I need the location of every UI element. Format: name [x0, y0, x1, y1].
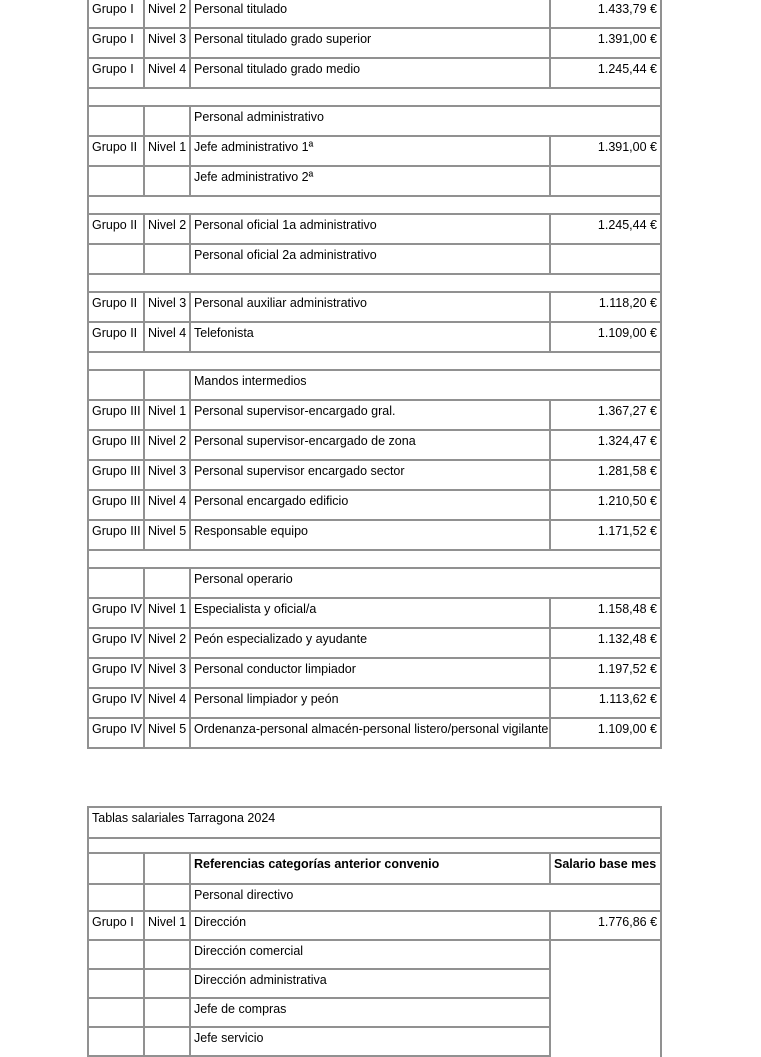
cell-nivel: Nivel 1 — [144, 911, 190, 940]
cell-nivel-empty — [144, 853, 190, 884]
cell-salario: 1.433,79 € — [550, 0, 661, 28]
cell-categoria: Telefonista — [190, 322, 550, 352]
cell-grupo — [88, 1027, 144, 1056]
cell-nivel: Nivel 1 — [144, 136, 190, 166]
spacer-cell — [88, 550, 661, 568]
table-row — [88, 0, 661, 28]
table-row — [88, 352, 661, 370]
cell-categoria: Personal supervisor encargado sector — [190, 460, 550, 490]
cell-nivel: Nivel 2 — [144, 214, 190, 244]
cell-grupo: Grupo III — [88, 490, 144, 520]
cell-grupo-empty — [88, 568, 144, 598]
table-row — [88, 196, 661, 214]
table-row — [88, 106, 661, 136]
salary-table-tarragona-2024-body — [88, 807, 661, 1057]
cell-categoria: Personal limpiador y peón — [190, 688, 550, 718]
cell-nivel: Nivel 2 — [144, 0, 190, 28]
cell-nivel: Nivel 4 — [144, 322, 190, 352]
cell-categoria: Jefe de compras — [190, 998, 550, 1027]
section-label-cell: Mandos intermedios — [190, 370, 661, 400]
section-label-cell: Personal operario — [190, 568, 661, 598]
cell-grupo — [88, 969, 144, 998]
cell-nivel: Nivel 2 — [144, 628, 190, 658]
cell-categoria: Personal auxiliar administrativo — [190, 292, 550, 322]
table-row — [88, 28, 661, 58]
spacer-cell — [88, 196, 661, 214]
cell-nivel — [144, 1027, 190, 1056]
table-row — [88, 884, 661, 911]
cell-salario — [550, 940, 661, 1057]
spacer-cell — [88, 838, 661, 853]
cell-salario: 1.245,44 € — [550, 214, 661, 244]
spacer-cell — [88, 274, 661, 292]
cell-grupo: Grupo IV — [88, 658, 144, 688]
cell-salario — [550, 166, 661, 196]
cell-grupo: Grupo I — [88, 28, 144, 58]
cell-categoria: Dirección comercial — [190, 940, 550, 969]
table-row — [88, 838, 661, 853]
cell-salario: 1.391,00 € — [550, 28, 661, 58]
salary-table-tarragona-2024 — [87, 806, 662, 1057]
table-row — [88, 568, 661, 598]
cell-categoria: Jefe servicio — [190, 1027, 550, 1056]
table-row — [88, 88, 661, 106]
table-row — [88, 244, 661, 274]
cell-categoria: Personal titulado grado superior — [190, 28, 550, 58]
table-row — [88, 520, 661, 550]
cell-nivel-empty — [144, 568, 190, 598]
table-row — [88, 490, 661, 520]
cell-categoria: Jefe administrativo 1ª — [190, 136, 550, 166]
cell-nivel — [144, 940, 190, 969]
table-row — [88, 550, 661, 568]
cell-categoria: Personal titulado — [190, 0, 550, 28]
salary-table-main — [87, 0, 662, 749]
cell-nivel — [144, 166, 190, 196]
cell-grupo: Grupo III — [88, 430, 144, 460]
cell-salario: 1.158,48 € — [550, 598, 661, 628]
cell-nivel — [144, 998, 190, 1027]
cell-categoria: Personal conductor limpiador — [190, 658, 550, 688]
cell-grupo — [88, 998, 144, 1027]
salary-table-main-body — [88, 0, 661, 748]
cell-categoria: Jefe administrativo 2ª — [190, 166, 550, 196]
cell-salario: 1.245,44 € — [550, 58, 661, 88]
cell-salario: 1.113,62 € — [550, 688, 661, 718]
cell-grupo-empty — [88, 853, 144, 884]
table-row — [88, 658, 661, 688]
cell-grupo: Grupo II — [88, 136, 144, 166]
column-header-salario: Salario base mes — [550, 853, 661, 884]
cell-nivel: Nivel 1 — [144, 400, 190, 430]
cell-nivel: Nivel 1 — [144, 598, 190, 628]
cell-categoria: Dirección administrativa — [190, 969, 550, 998]
cell-categoria: Responsable equipo — [190, 520, 550, 550]
cell-salario: 1.132,48 € — [550, 628, 661, 658]
cell-categoria: Personal supervisor-encargado gral. — [190, 400, 550, 430]
cell-nivel: Nivel 4 — [144, 58, 190, 88]
cell-grupo: Grupo I — [88, 911, 144, 940]
table-row — [88, 940, 661, 969]
cell-categoria: Personal oficial 2a administrativo — [190, 244, 550, 274]
table-row — [88, 274, 661, 292]
table-row — [88, 214, 661, 244]
cell-grupo: Grupo II — [88, 322, 144, 352]
cell-nivel: Nivel 4 — [144, 688, 190, 718]
cell-nivel-empty — [144, 106, 190, 136]
table-row — [88, 598, 661, 628]
cell-nivel: Nivel 3 — [144, 460, 190, 490]
cell-salario: 1.109,00 € — [550, 322, 661, 352]
cell-grupo: Grupo IV — [88, 688, 144, 718]
cell-grupo-empty — [88, 884, 144, 911]
table-title-cell: Tablas salariales Tarragona 2024 — [88, 807, 661, 838]
cell-nivel: Nivel 3 — [144, 658, 190, 688]
spacer-cell — [88, 352, 661, 370]
table-row — [88, 628, 661, 658]
cell-grupo: Grupo II — [88, 214, 144, 244]
cell-salario — [550, 244, 661, 274]
cell-grupo — [88, 166, 144, 196]
cell-grupo: Grupo IV — [88, 718, 144, 748]
table-row — [88, 460, 661, 490]
section-label-cell: Personal administrativo — [190, 106, 661, 136]
table-row — [88, 807, 661, 838]
table-row — [88, 292, 661, 322]
cell-nivel — [144, 969, 190, 998]
cell-salario: 1.367,27 € — [550, 400, 661, 430]
cell-nivel: Nivel 2 — [144, 430, 190, 460]
cell-categoria: Personal encargado edificio — [190, 490, 550, 520]
cell-nivel: Nivel 4 — [144, 490, 190, 520]
column-header-categoria: Referencias categorías anterior convenio — [190, 853, 550, 884]
cell-grupo: Grupo II — [88, 292, 144, 322]
cell-grupo: Grupo IV — [88, 598, 144, 628]
cell-salario: 1.776,86 € — [550, 911, 661, 940]
table-row — [88, 911, 661, 940]
cell-nivel — [144, 244, 190, 274]
cell-categoria: Ordenanza-personal almacén-personal listero/personal vigilante — [190, 718, 550, 748]
table-row — [88, 166, 661, 196]
spacer-cell — [88, 88, 661, 106]
table-row — [88, 322, 661, 352]
cell-grupo: Grupo III — [88, 400, 144, 430]
cell-grupo: Grupo I — [88, 58, 144, 88]
table-row — [88, 400, 661, 430]
cell-categoria: Personal supervisor-encargado de zona — [190, 430, 550, 460]
cell-nivel: Nivel 3 — [144, 292, 190, 322]
table-row — [88, 370, 661, 400]
cell-salario: 1.391,00 € — [550, 136, 661, 166]
cell-grupo: Grupo IV — [88, 628, 144, 658]
cell-salario: 1.210,50 € — [550, 490, 661, 520]
cell-grupo — [88, 244, 144, 274]
cell-nivel: Nivel 5 — [144, 520, 190, 550]
cell-nivel: Nivel 5 — [144, 718, 190, 748]
cell-categoria: Peón especializado y ayudante — [190, 628, 550, 658]
cell-salario: 1.281,58 € — [550, 460, 661, 490]
cell-grupo-empty — [88, 106, 144, 136]
cell-salario: 1.171,52 € — [550, 520, 661, 550]
cell-categoria: Dirección — [190, 911, 550, 940]
cell-salario: 1.197,52 € — [550, 658, 661, 688]
table-row — [88, 718, 661, 748]
table-row — [88, 688, 661, 718]
table-row — [88, 136, 661, 166]
cell-categoria: Especialista y oficial/a — [190, 598, 550, 628]
table-row — [88, 58, 661, 88]
table-row — [88, 853, 661, 884]
table-row — [88, 430, 661, 460]
cell-categoria: Personal titulado grado medio — [190, 58, 550, 88]
cell-grupo: Grupo III — [88, 460, 144, 490]
cell-salario: 1.324,47 € — [550, 430, 661, 460]
section-label-cell: Personal directivo — [190, 884, 661, 911]
cell-nivel: Nivel 3 — [144, 28, 190, 58]
cell-grupo-empty — [88, 370, 144, 400]
cell-salario: 1.109,00 € — [550, 718, 661, 748]
cell-salario: 1.118,20 € — [550, 292, 661, 322]
cell-nivel-empty — [144, 370, 190, 400]
cell-categoria: Personal oficial 1a administrativo — [190, 214, 550, 244]
cell-grupo: Grupo III — [88, 520, 144, 550]
cell-nivel-empty — [144, 884, 190, 911]
cell-grupo — [88, 940, 144, 969]
cell-grupo: Grupo I — [88, 0, 144, 28]
